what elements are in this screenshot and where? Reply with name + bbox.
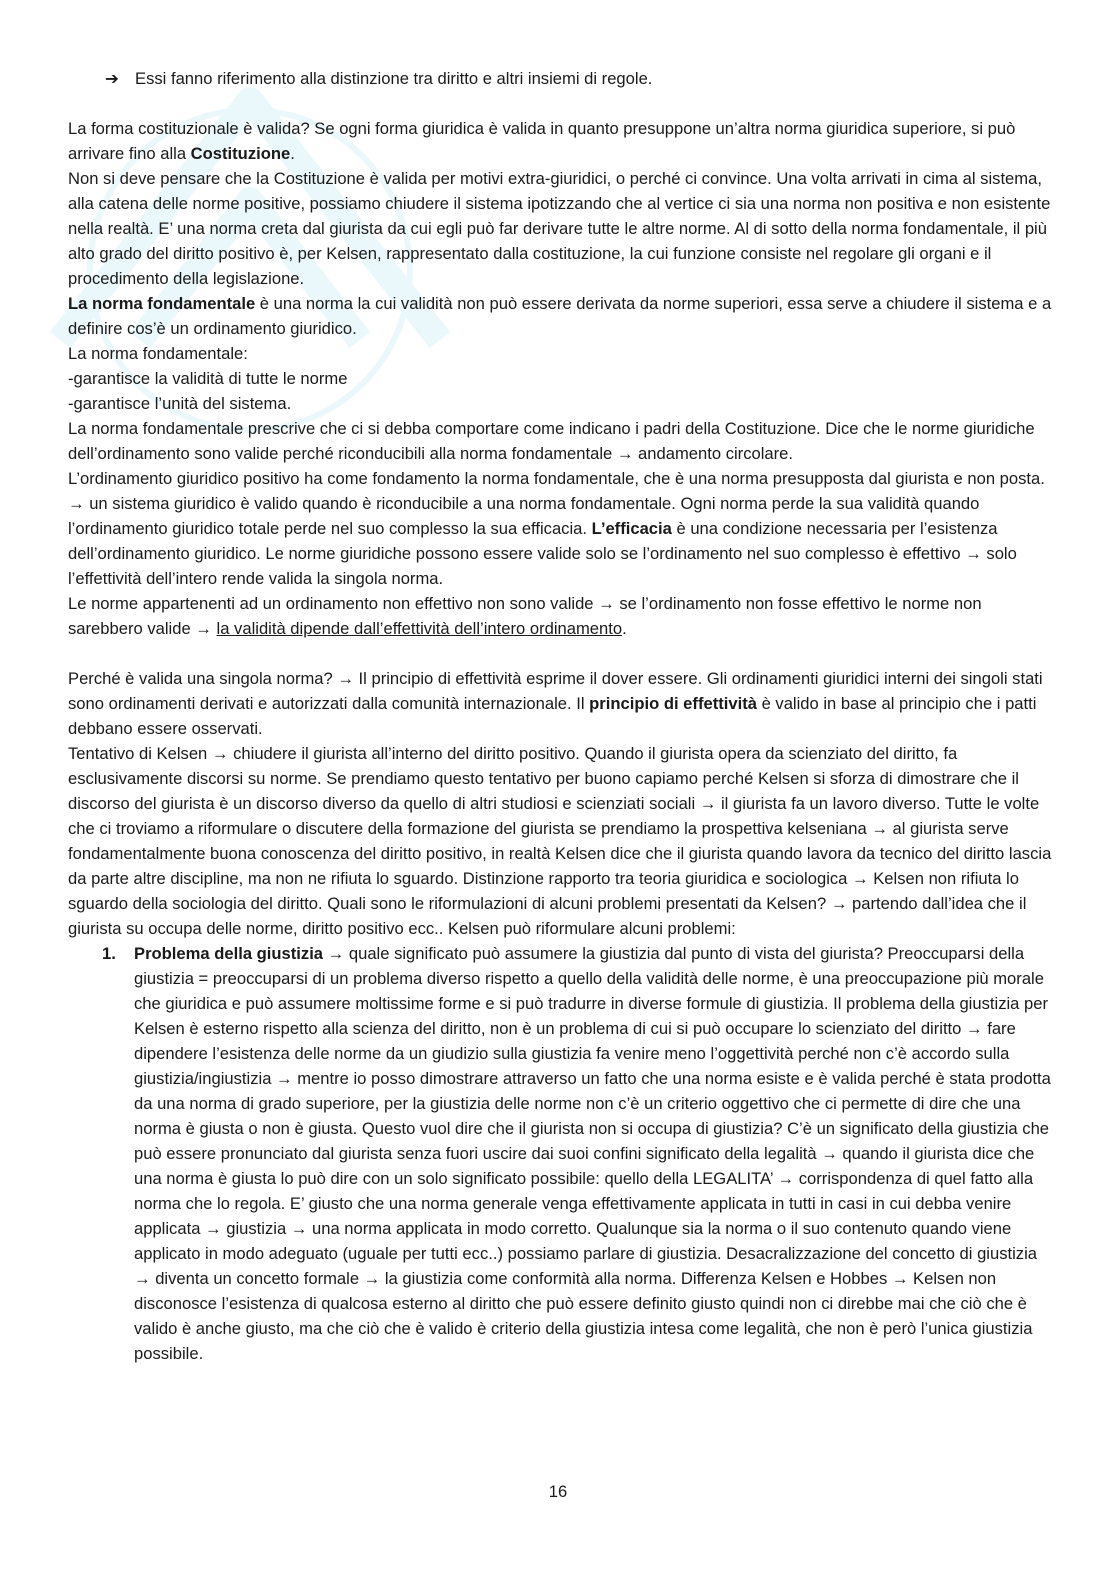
paragraph-singola-norma [68, 666, 1054, 741]
text-run: è una norma la cui validità non può essere derivata da norme superiori, essa serve a chiudere il sistema e a definire cos’è un ordinamento giuridico. [68, 294, 1052, 338]
underlined-statement: la validità dipende dall’effettività dell’intero ordinamento [216, 619, 623, 638]
paragraph-norma-fondamentale [68, 291, 1054, 341]
numbered-list [68, 941, 1054, 1366]
text-run: L’ordinamento giuridico positivo ha come fondamento la norma fondamentale, che è una norma presupposta dal giurista e non posta. → un sistema giuridico è valido quando è riconducibile a una norma fondamentale. Ogni norma perde la sua validità quando l’ordinamento giuridico totale perde nel suo complesso la sua efficacia. [68, 469, 1045, 538]
intro-text: Essi fanno riferimento alla distinzione tra diritto e altri insiemi di regole. [135, 69, 653, 88]
spacer [68, 641, 1054, 666]
bold-term-norma-fondamentale: La norma fondamentale [68, 294, 256, 313]
list-item-unita: -garantisce l’unità del sistema. [68, 394, 292, 413]
text-run: è valido in base al principio che i patti debbano essere osservati. [68, 694, 1037, 738]
list-heading: La norma fondamentale: [68, 344, 248, 363]
document-body [68, 66, 1054, 1366]
list-item [68, 941, 1054, 1366]
paragraph-ordinamento [68, 466, 1054, 591]
text-run: Le norme appartenenti ad un ordinamento non effettivo non sono valide → se l’ordinamento non fosse effettivo le norme non sarebbero valide → [68, 594, 982, 638]
paragraph-costituzione [68, 116, 1054, 166]
text-run: . [290, 144, 295, 163]
bold-term-principio-effettivita: principio di effettività [589, 694, 757, 713]
arrow-bullet-icon: ➔ [105, 69, 119, 88]
paragraph-validita: Non si deve pensare che la Costituzione è valida per motivi extra-giuridici, o perché ci convince. Una volta arrivati in cima al sistema, alla catena delle norme positive, possiamo chiudere il sistema ipotizzando che al vertice ci sia una norma non positiva e non esistente nella realtà. E’ una norma creta dal giurista da cui egli può far derivare tutte le altre norme. Al di sotto della norma fondamentale, il più alto grado del diritto positivo è, per Kelsen, rappresentato dalla costituzione, la cui funzione consiste nel regolare gli organi e il procedimento della legislazione. [68, 169, 1051, 288]
list-number: 1. [102, 944, 116, 963]
list-item-title: Problema della giustizia [134, 944, 324, 963]
text-run: Perché è valida una singola norma? → Il principio di effettività esprime il dover essere. Gli ordinamenti giuridici interni dei singoli stati sono ordinamenti derivati e autorizzati dalla comunità internazionale. Il [68, 669, 1043, 713]
intro-line [68, 66, 1054, 91]
text-run: è una condizione necessaria per l’esistenza dell’ordinamento giuridico. Le norme giuridiche possono essere valide solo se l’ordinamento nel suo complesso è effettivo → solo l’effettività dell’intero rende valida la singola norma. [68, 519, 1017, 588]
text-run: . [622, 619, 627, 638]
page-number: 16 [548, 1482, 568, 1501]
spacer [68, 91, 1054, 116]
paragraph-padri: La norma fondamentale prescrive che ci si debba comportare come indicano i padri della Costituzione. Dice che le norme giuridiche dell’ordinamento sono valide perché riconducibili alla norma fondamentale → andamento circolare. [68, 419, 1035, 463]
paragraph-tentativo-kelsen: Tentativo di Kelsen → chiudere il giurista all’interno del diritto positivo. Quando il giurista opera da scienziato del diritto, fa esclusivamente discorsi su norme. Se prendiamo questo tentativo per buono capiamo perché Kelsen si sforza di dimostrare che il discorso del giurista è un discorso diverso da quello di altri studiosi e scienziati sociali → il giurista fa un lavoro diverso. Tutte le volte che ci troviamo a riformulare o discutere della formazione del giurista se prendiamo la prospettiva kelseniana → al giurista serve fondamentalmente buona conoscenza del diritto positivo, in realtà Kelsen dice che il giurista quando lavora da tecnico del diritto lascia da parte altre discipline, ma non ne rifiuta lo sguardo. Distinzione rapporto tra teoria giuridica e sociologica → Kelsen non rifiuta lo sguardo della sociologia del diritto. Quali sono le riformulazioni di alcuni problemi presentati da Kelsen? → partendo dall’idea che il giurista su occupa delle norme, diritto positivo ecc.. Kelsen può riformulare alcuni problemi: [68, 744, 1052, 938]
bold-term-efficacia: L’efficacia [591, 519, 672, 538]
text-run: La forma costituzionale è valida? Se ogni forma giuridica è valida in quanto presuppone un’altra norma giuridica superiore, si può arrivare fino alla [68, 119, 1016, 163]
list-item-validita: -garantisce la validità di tutte le norme [68, 369, 348, 388]
list-item-text: → quale significato può assumere la giustizia dal punto di vista del giurista? Preoccuparsi della giustizia = preoccuparsi di un problema diverso rispetto a quello della validità delle norme, è una preoccupazione più morale che giuridica e può assumere moltissime forme e si può tradurre in diverse formule di giustizia. Il problema della giustizia per Kelsen è esterno rispetto alla scienza del diritto, non è un problema di cui si può occupare lo scienziato del diritto → fare dipendere l’esistenza delle norme da un giudizio sulla giustizia fa venire meno l’oggettività perché non c’è accordo sulla giustizia/ingiustizia → mentre io posso dimostrare attraverso un fatto che una norma esiste e è valida perché è stata prodotta da una norma di grado superiore, per la giustizia delle norme non c’è un criterio oggettivo che ci permette di dire che una norma è giusta o non è giusta. Questo vuol dire che il giurista non si occupa di giustizia? C’è un significato della giustizia che può essere pronunciato dal giurista senza fuori uscire dai suoi confini significato della legalità → quando il giurista dice che una norma è giusta lo può dire con un solo significato possibile: quello della LEGALITA’ → corrispondenza di quel fatto alla norma che lo regola. E’ giusto che una norma generale venga effettivamente applicata in tutti in casi in cui debba venire applicata → giustizia → una norma applicata in modo corretto. Qualunque sia la norma o il suo contenuto quando viene applicato in modo adeguato (uguale per tutti ecc..) possiamo parlare di giustizia. Desacralizzazione del concetto di giustizia → diventa un concetto formale → la giustizia come conformità alla norma. Differenza Kelsen e Hobbes → Kelsen non disconosce l’esistenza di qualcosa esterno al diritto che può essere definito giusto quindi non ci direbbe mai che ciò che è valido è anche giusto, ma che ciò che è valido è criterio della giustizia intesa come legalità, che non è però l’unica giustizia possibile. [134, 944, 1051, 1363]
paragraph-effettivita [68, 591, 1054, 641]
bold-term-costituzione: Costituzione [190, 144, 291, 163]
